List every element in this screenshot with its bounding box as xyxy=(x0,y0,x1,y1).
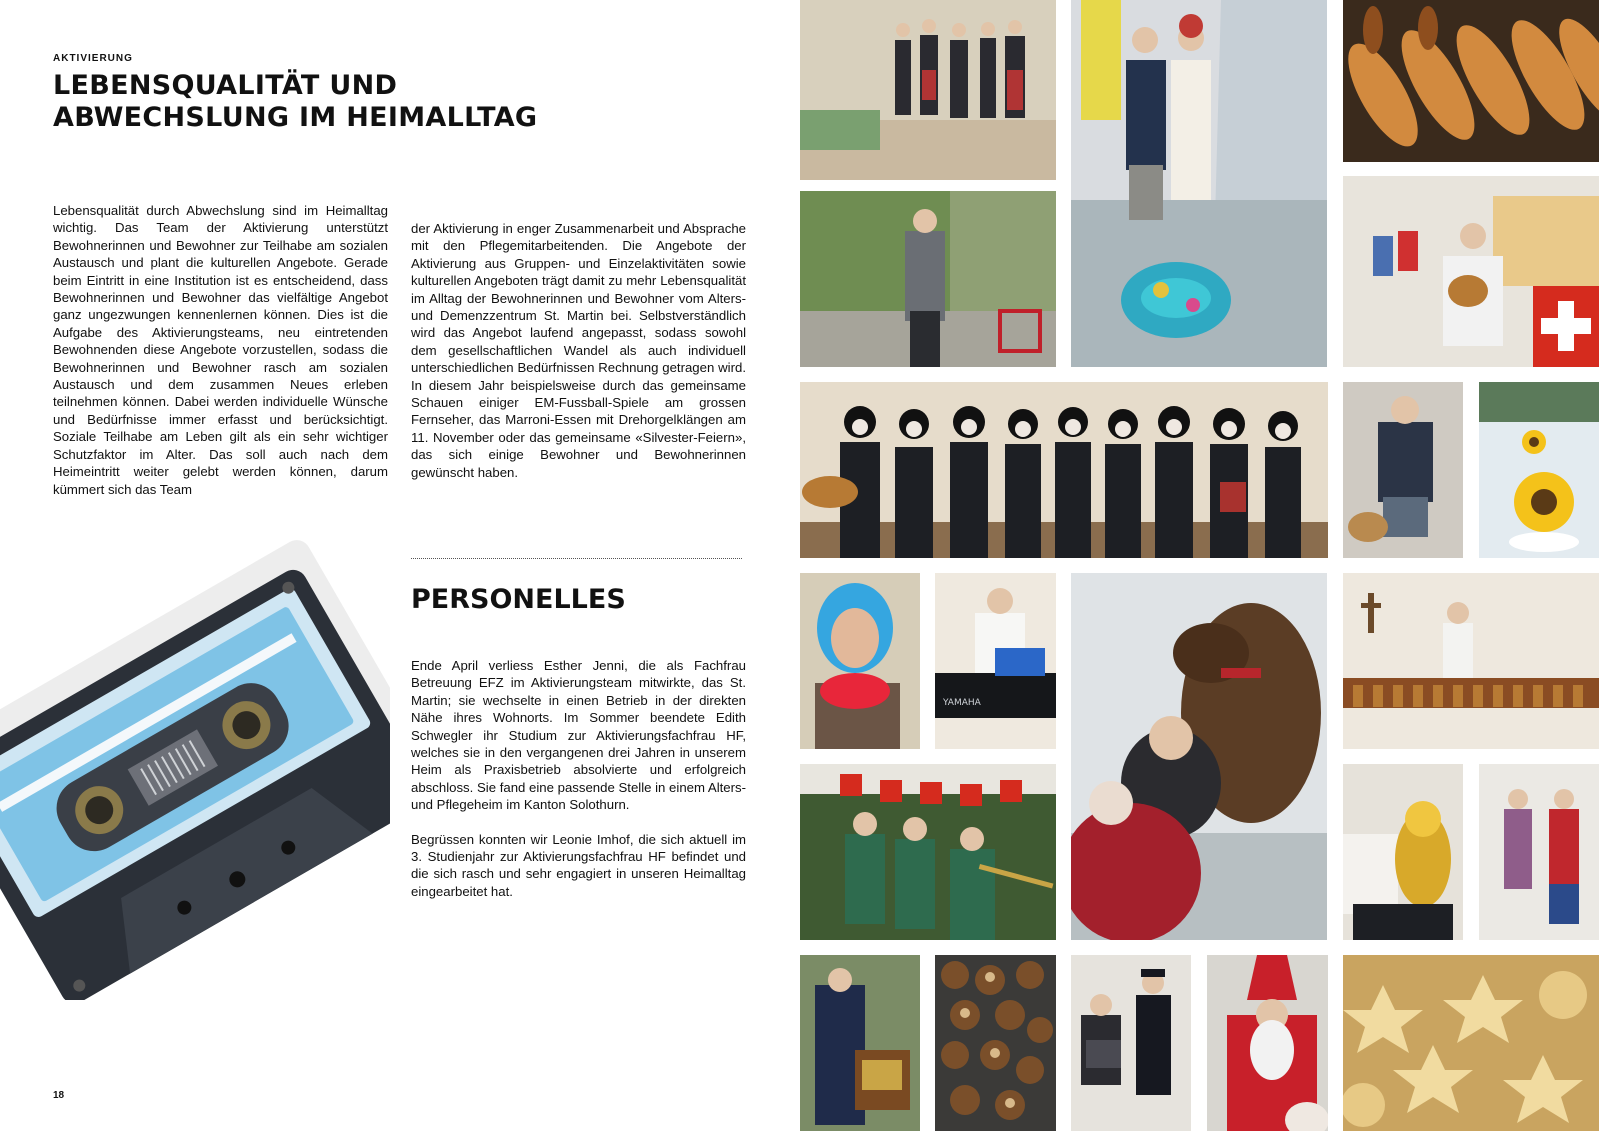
photo-roasted-chestnuts xyxy=(935,955,1056,1131)
article-paragraph-2: der Aktivierung in enger Zusammenarbeit und Absprache mit den Pflegemitarbeitenden. Die Angebote der Aktivierung aus Gruppen- und Einzelaktivitäten sowie kulturellen Angeboten trägt damit zu mehr Lebensqualität im Alltag der Bewohnerinnen und Bewohner vom Alters- und Demenzzentrum St. Martin bei. Selbstverständlich wird das Angebot laufend angepasst, sodass sowohl dem gesellschaftlichen Wandel als auch individuell unterschiedlichen Bedürfnissen Rechnung getragen wird. In diesem Jahr beispielsweise durch das gemeinsame Schauen einiger EM-Fussball-Spiele am grossen Fernseher, das Marroni-Essen mit Drehorgelklängen am 11. November oder das gemeinsame «Silvester-Feiern», das sich einige Bewohner und Bewohnerinnen gewünscht haben. xyxy=(411,221,746,480)
title-line-1: LEBENSQUALITÄT UND xyxy=(53,70,398,101)
section-divider xyxy=(411,558,742,559)
photo-swiss-band-outdoor xyxy=(800,764,1056,940)
photo-grilled-sausages xyxy=(1343,0,1599,162)
photo-saint-nicholas xyxy=(1207,955,1328,1131)
personnel-paragraph-2: Begrüssen konnten wir Leonie Imhof, die sich aktuell im 3. Studienjahr zur Aktivierungsfachfrau HF befindet und die sich rasch und sehr engagiert in unseren Heimalltag eingearbeitet hat. xyxy=(411,831,746,899)
cassette-tape-image xyxy=(0,520,390,1000)
article-paragraph-1: Lebensqualität durch Abwechslung sind im Heimalltag wichtig. Das Team der Aktivierung unterstützt Bewohnerinnen und Bewohner zur Teilhabe am sozialen Austausch und plant die kulturellen Angebote. Gerade beim Eintritt in eine Institution ist es entscheidend, dass Bewohnerinnen und Bewohner das vielfältige Angebot ganz ungezwungen kennenlernen können. Dies ist die Aufgabe des Aktivierungsteams, neu eintretenden Bewohnenden diese Angebote vorzustellen, sodass die Bewohnerinnen und Bewohner rasch am sozialen Austausch und dem zusammen Neues erleben teilnehmen können. Dabei werden individuelle Wünsche und Bedürfnisse immer erfasst und berücksichtigt. Soziale Teilhabe am Leben gilt als ein sehr wichtiger Schutzfaktor im Alter. Das soll auch nach dem Heimeintritt weiter gelebt werden können, darum kümmert sich das Team xyxy=(53,203,388,497)
section-heading-personnel: PERSONELLES xyxy=(411,584,626,615)
photo-organ-grinder xyxy=(800,955,920,1131)
personnel-column xyxy=(411,657,746,917)
photo-clown-hallway xyxy=(1071,0,1327,367)
article-column-2 xyxy=(411,220,746,498)
photo-woman-blue-wig xyxy=(800,573,920,749)
photo-marimba-player xyxy=(1343,573,1599,749)
photo-tuba-player xyxy=(1343,764,1463,940)
photo-man-speaker-garden xyxy=(800,191,1056,367)
photo-sunflower-table xyxy=(1479,382,1599,558)
photo-accordion-player xyxy=(1071,955,1191,1131)
page-number: 18 xyxy=(53,1090,65,1101)
photo-keyboard-player xyxy=(935,573,1056,749)
photo-alpaca-visit xyxy=(1071,573,1327,940)
photo-rock-band-costumes xyxy=(800,382,1328,558)
personnel-paragraph-1: Ende April verliess Esther Jenni, die als Fachfrau Betreuung EFZ im Aktivierungsteam mitwirkte, das St. Martin; sie wechselte in einen Betrieb in der direkten Nähe ihres Wohnorts. Im Sommer beendete Edith Schwegler ihr Studium zur Aktivierungsfachfrau HF, welches sie in den vergangenen drei Jahren in unserem Heim als Praxisbetrieb absolvierte und erfolgreich abschloss. Sie fand eine passende Stelle in einem Alters- und Pflegeheim im Kanton Solothurn. xyxy=(411,658,747,813)
photo-swiss-flags-guitar xyxy=(1343,176,1599,367)
photo-cookies xyxy=(1343,955,1599,1131)
page-title xyxy=(53,70,613,134)
article-column-1 xyxy=(53,202,388,515)
title-line-2: ABWECHSLUNG IM HEIMALLTAG xyxy=(53,102,538,133)
section-kicker: AKTIVIERUNG xyxy=(53,53,133,64)
photo-man-with-dog xyxy=(1343,382,1463,558)
photo-choir-singers xyxy=(800,0,1056,180)
keyboard-brand-label: YAMAHA xyxy=(943,698,981,708)
photo-costumed-visitors xyxy=(1479,764,1599,940)
